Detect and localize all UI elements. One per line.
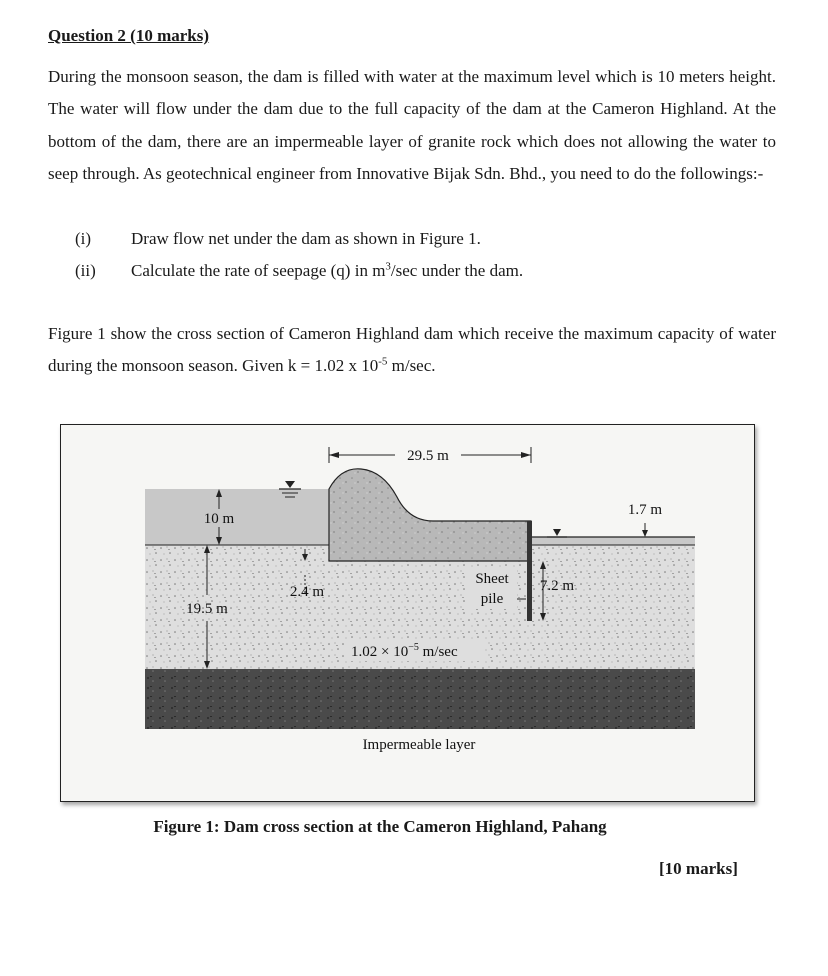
- sheet-pile: [527, 521, 532, 621]
- task-number: (ii): [75, 261, 96, 280]
- permeability-label: $1.02 \times 10^{-5}$ m/sec: [351, 642, 458, 660]
- upstream-height-label: 10 m: [203, 511, 235, 527]
- tailwater-level-icon: [553, 529, 561, 536]
- downstream-water: [529, 537, 695, 545]
- task-text: Draw flow net under the dam as shown in Figure 1.: [131, 229, 481, 248]
- task-text: Calculate the rate of seepage (q) in m: [131, 261, 386, 280]
- dam-figure: [60, 424, 755, 802]
- task-number: (i): [75, 229, 92, 248]
- impermeable-layer-label: Impermeable layer: [362, 737, 476, 753]
- embedment-label: 2.4 m: [289, 584, 325, 600]
- figure-description: [48, 318, 776, 383]
- pile-depth-label: 7.2 m: [539, 578, 575, 594]
- task-superscript: 3: [385, 260, 391, 273]
- figure-description-paragraph: [48, 318, 776, 383]
- figure-caption: Figure 1: Dam cross section at the Cameron Highland, Pahang: [153, 817, 607, 836]
- given-text: Figure 1 show the cross section of Cameron Highland dam which receive the maximum capacity of water during the monsoon season. Given k = 1.02 x 10: [48, 324, 776, 376]
- task-item-2: [75, 255, 523, 287]
- upstream-water: [145, 489, 345, 545]
- marks-label: [10 marks]: [659, 859, 738, 878]
- problem-statement: [48, 61, 776, 191]
- downstream-height-label: 1.7 m: [627, 502, 663, 518]
- problem-paragraph: During the monsoon season, the dam is filled with water at the maximum level which is 10 meters height. The water will flow under the dam due to the full capacity of the dam at the Cameron Highland. At the bottom of the dam, there are an impermeable layer of granite rock which does not allowing the water to seep through. As geotechnical engineer from Innovative Bijak Sdn. Bhd., you need to do the followings:-: [48, 67, 776, 184]
- sheet-pile-label-2: pile: [480, 591, 504, 607]
- given-unit: m/sec.: [387, 356, 436, 376]
- water-level-icon: [285, 481, 295, 488]
- question-heading: Question 2 (10 marks): [48, 26, 210, 45]
- sheet-pile-label-1: Sheet: [475, 571, 509, 587]
- dam-cross-section: [61, 425, 754, 801]
- soil-depth-label: 19.5 m: [186, 601, 228, 617]
- task-text-end: /sec under the dam.: [390, 261, 524, 280]
- dam-base-label: 29.5 m: [407, 448, 449, 464]
- impermeable-rock-layer: [145, 669, 695, 729]
- given-exponent: -5: [378, 355, 388, 368]
- task-item-1: [75, 223, 481, 255]
- concrete-dam: [329, 469, 531, 561]
